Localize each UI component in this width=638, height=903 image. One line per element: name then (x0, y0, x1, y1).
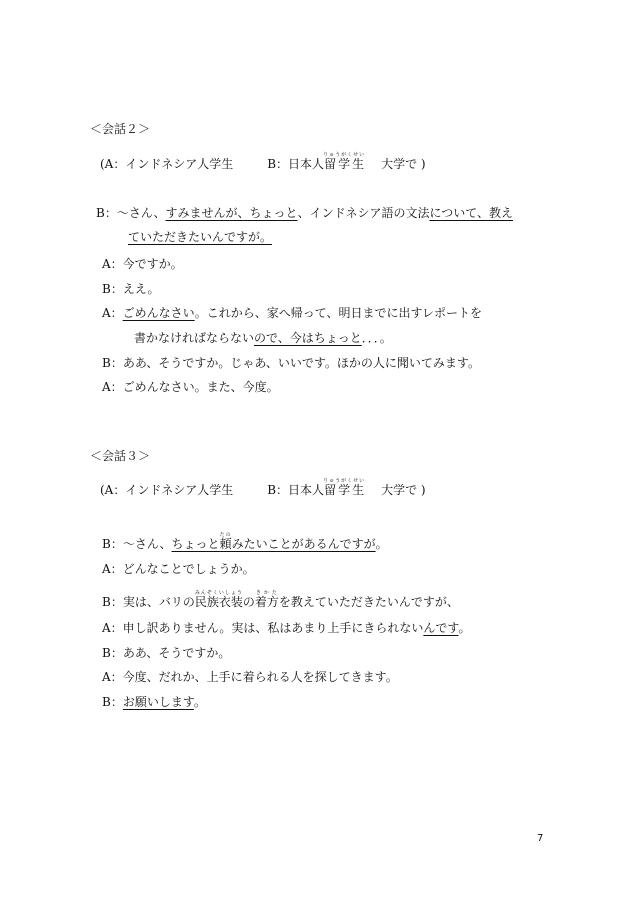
dialogue-line: B：実は、バリの民族衣装みんぞくいしょうの着方きかたを教えていただきたいんですが、 (102, 590, 459, 609)
setting-b-suffix: 大学で ) (381, 157, 426, 171)
dialogue-line: B：ああ、そうですか。じゃあ、いいです。ほかの人に聞いてみます。 (102, 356, 480, 370)
setting-b-suffix: 大学で ) (381, 483, 426, 497)
dialogue-line: B：お願いします。 (102, 695, 206, 709)
ruby-ryuugakusei: 留学生りゅうがくせい (323, 478, 366, 497)
dialogue-line: A：ごめんなさい。これから、家へ帰って、明日までに出すレポートを (102, 306, 482, 320)
dialogue-line: A：申し訳ありません。実は、私はあまり上手にきられないんです。 (102, 621, 471, 635)
section3-setting (100, 478, 426, 498)
dialogue-line: B：～さん、すみませんが、ちょっと、インドネシア語の文法について、教え (96, 206, 513, 220)
dialogue-line: B：ああ、そうですか。 (102, 646, 231, 660)
dialogue-line: B：ええ。 (102, 282, 160, 296)
section3-heading: ＜会話３＞ (90, 449, 151, 463)
setting-b-prefix: B：日本人 (267, 483, 325, 497)
dialogue-line: B：～さん、ちょっと頼たのみたいことがあるんですが。 (102, 532, 388, 551)
section2-heading: ＜会話２＞ (90, 122, 151, 136)
dialogue-line: A：今ですか。 (102, 257, 183, 271)
ruby-tano: 頼たの (219, 532, 232, 551)
dialogue-line: A：今度、だれか、上手に着られる人を探してきます。 (102, 670, 398, 684)
dialogue-line: A：ごめんなさい。また、今度。 (102, 380, 279, 394)
ruby-minzokuishou: 民族衣装みんぞくいしょう (194, 590, 243, 609)
setting-a: (A：インドネシア人学生 (100, 157, 234, 171)
ruby-ryuugakusei: 留学生りゅうがくせい (323, 152, 366, 171)
section2-setting (100, 152, 426, 172)
dialogue-line: A：どんなことでしょうか。 (102, 562, 255, 576)
dialogue-line: ていただきたいんですが。 (128, 230, 273, 244)
ruby-kikata: 着方きかた (254, 590, 279, 609)
dialogue-line: 書かなければならないので、今はちょっと．．．。 (134, 331, 392, 345)
page-number: 7 (537, 833, 544, 844)
setting-a: (A：インドネシア人学生 (100, 483, 234, 497)
setting-b-prefix: B：日本人 (267, 157, 325, 171)
